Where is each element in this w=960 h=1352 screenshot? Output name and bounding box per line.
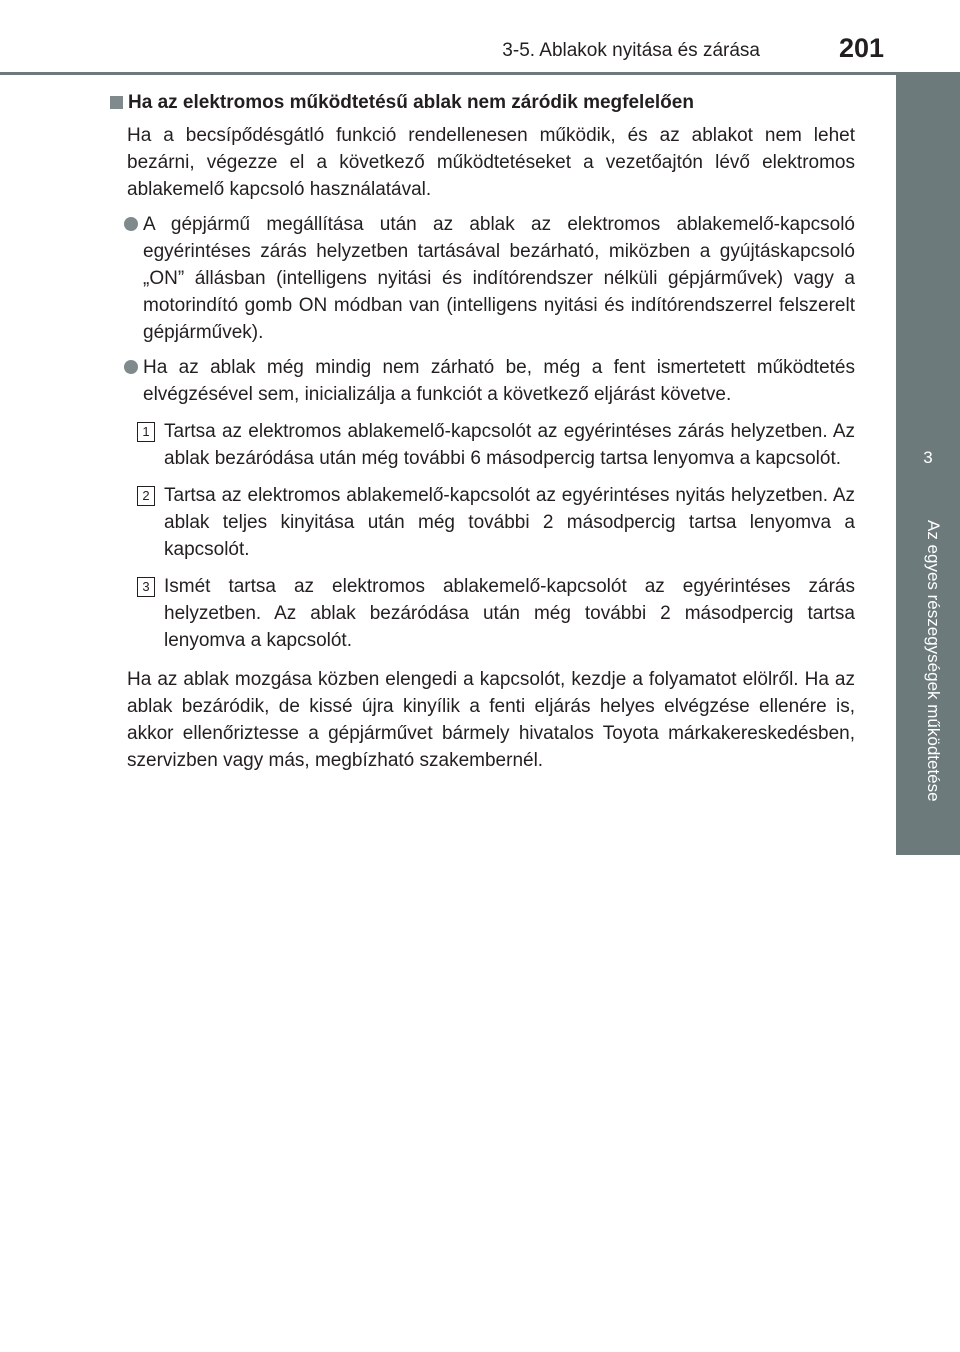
step-number-badge: 2 (137, 486, 155, 506)
step-item (142, 418, 855, 472)
bullet-text: Ha az ablak még mindig nem zárható be, még a fent ismertetett működtetés elvégzésével sem, inicializálja a funkciót a következő eljárást követve. (143, 357, 855, 405)
page-number: 201 (838, 33, 884, 63)
bullet-item (143, 354, 855, 408)
round-bullet-icon (124, 360, 138, 374)
section-heading (110, 89, 855, 116)
chapter-number: 3 (923, 448, 933, 467)
section-heading-text: Ha az elektromos működtetésű ablak nem záródik megfelelően (128, 92, 694, 113)
running-header-title: 3-5. Ablakok nyitása és zárása (502, 40, 760, 61)
square-bullet-icon (110, 96, 123, 109)
chapter-title: Az egyes részegységek működtetése (924, 520, 943, 802)
step-item (142, 573, 855, 654)
closing-paragraph: Ha az ablak mozgása közben elengedi a kapcsolót, kezdje a folyamatot elölről. Ha az ablak bezáródik, de kissé újra kinyílik a fenti eljárás helyes elvégzése ellenére is, akkor ellenőriztesse a gépjárművet bármely hivatalos Toyota márkakereskedésben, szervizben vagy más, megbízható szakembernél. (127, 669, 855, 771)
main-content (110, 89, 855, 774)
step-text: Tartsa az elektromos ablakemelő-kapcsolót az egyérintéses zárás helyzetben. Az ablak bezáródása után még további 6 másodpercig tartsa lenyomva a kapcsolót. (164, 421, 855, 469)
round-bullet-icon (124, 217, 138, 231)
side-tab-top-spacer (896, 0, 960, 72)
step-text: Ismét tartsa az elektromos ablakemelő-kapcsolót az egyérintéses zárás helyzetben. Az ablak bezáródása után még további 2 másodpercig tartsa lenyomva a kapcsolót. (164, 576, 855, 651)
step-text: Tartsa az elektromos ablakemelő-kapcsolót az egyérintéses nyitás helyzetben. Az ablak teljes kinyitása után még további 2 másodpercig tartsa lenyomva a kapcsolót. (164, 485, 855, 560)
bullet-item (143, 211, 855, 346)
step-number-badge: 3 (137, 577, 155, 597)
step-number-badge: 1 (137, 422, 155, 442)
step-item (142, 482, 855, 563)
bullet-text: A gépjármű megállítása után az ablak az elektromos ablakemelő-kapcsoló egyérintéses zárás helyzetben tartásával bezárható, miközben a gyújtáskapcsoló „ON” állásban (intelligens nyitási és indítórendszer nélküli gépjárművek) vagy a motorindító gomb ON módban van (intelligens nyitási és indítórendszerrel felszerelt gépjárművek). (143, 214, 855, 343)
intro-paragraph: Ha a becsípődésgátló funkció rendellenesen működik, és az ablakot nem lehet bezárni, végezze el a következő működtetéseket a vezetőajtón lévő elektromos ablakemelő kapcsoló használatával. (127, 125, 855, 200)
header-rule (0, 72, 960, 75)
